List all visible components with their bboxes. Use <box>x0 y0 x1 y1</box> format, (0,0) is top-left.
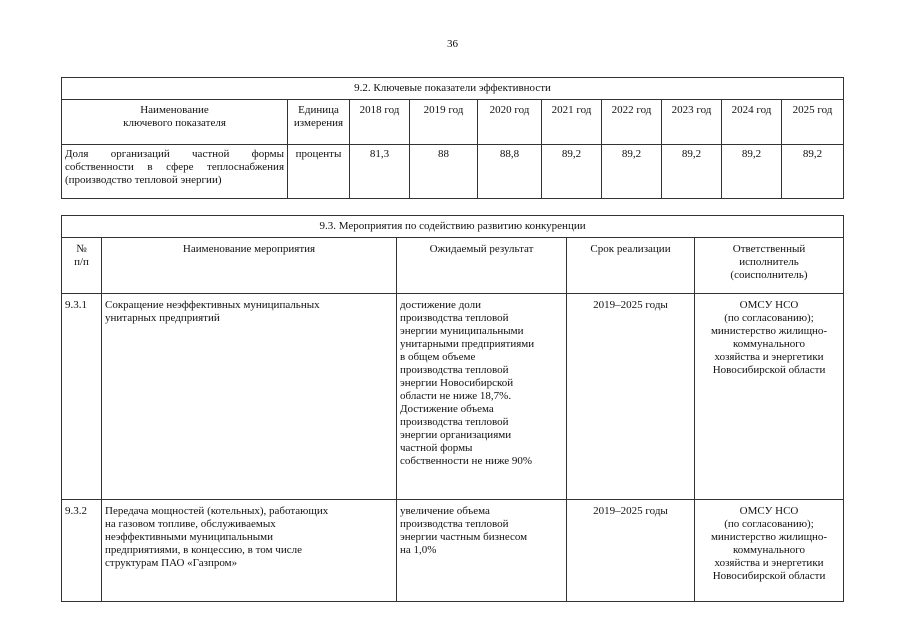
kpi-value: 88,8 <box>478 145 542 199</box>
measures-header-responsible: Ответственный исполнитель (соисполнитель) <box>695 238 844 294</box>
measure-term: 2019–2025 годы <box>567 294 695 500</box>
kpi-value: 89,2 <box>782 145 844 199</box>
kpi-header-year: 2021 год <box>542 100 602 145</box>
kpi-value: 81,3 <box>350 145 410 199</box>
kpi-row <box>62 145 844 199</box>
kpi-header-year: 2025 год <box>782 100 844 145</box>
table-row <box>62 294 844 500</box>
measure-result: достижение доли производства тепловой энергии муниципальными унитарными предприятиями в общем объеме производства тепловой энергии Новосибирской области не ниже 18,7%. Достижение объема производства тепловой энергии организациями частной формы собственности не ниже 90% <box>397 294 567 500</box>
measure-term: 2019–2025 годы <box>567 500 695 602</box>
kpi-table <box>61 77 844 199</box>
measure-result: увеличение объема производства тепловой энергии частным бизнесом на 1,0% <box>397 500 567 602</box>
kpi-header-year: 2023 год <box>662 100 722 145</box>
kpi-value: 89,2 <box>602 145 662 199</box>
kpi-value: 89,2 <box>662 145 722 199</box>
table-row <box>62 500 844 602</box>
measures-header-term: Срок реализации <box>567 238 695 294</box>
kpi-indicator-name: Доля организаций частной формы собственности в сфере теплоснабжения (производство тепловой энергии) <box>62 145 288 199</box>
measures-header-num: № п/п <box>62 238 102 294</box>
measures-table <box>61 215 844 602</box>
kpi-header-year: 2022 год <box>602 100 662 145</box>
measure-name: Сокращение неэффективных муниципальных унитарных предприятий <box>102 294 397 500</box>
kpi-header-name: Наименование ключевого показателя <box>62 100 288 145</box>
measure-responsible: ОМСУ НСО (по согласованию); министерство жилищно- коммунального хозяйства и энергетики Новосибирской области <box>695 500 844 602</box>
measure-number: 9.3.1 <box>62 294 102 500</box>
kpi-header-year: 2018 год <box>350 100 410 145</box>
kpi-value: 88 <box>410 145 478 199</box>
kpi-header-year: 2024 год <box>722 100 782 145</box>
kpi-header-unit: Единица измерения <box>288 100 350 145</box>
kpi-table-title: 9.2. Ключевые показатели эффективности <box>62 78 844 100</box>
kpi-value: 89,2 <box>722 145 782 199</box>
measures-header-name: Наименование мероприятия <box>102 238 397 294</box>
kpi-header-year: 2020 год <box>478 100 542 145</box>
kpi-header-year: 2019 год <box>410 100 478 145</box>
measure-responsible: ОМСУ НСО (по согласованию); министерство жилищно- коммунального хозяйства и энергетики Новосибирской области <box>695 294 844 500</box>
measures-header-result: Ожидаемый результат <box>397 238 567 294</box>
measures-table-title: 9.3. Мероприятия по содействию развитию конкуренции <box>62 216 844 238</box>
kpi-unit: проценты <box>288 145 350 199</box>
kpi-value: 89,2 <box>542 145 602 199</box>
measure-number: 9.3.2 <box>62 500 102 602</box>
page-number: 36 <box>447 38 458 50</box>
measure-name: Передача мощностей (котельных), работающих на газовом топливе, обслуживаемых неэффективными муниципальными предприятиями, в концессию, в том числе структурам ПАО «Газпром» <box>102 500 397 602</box>
